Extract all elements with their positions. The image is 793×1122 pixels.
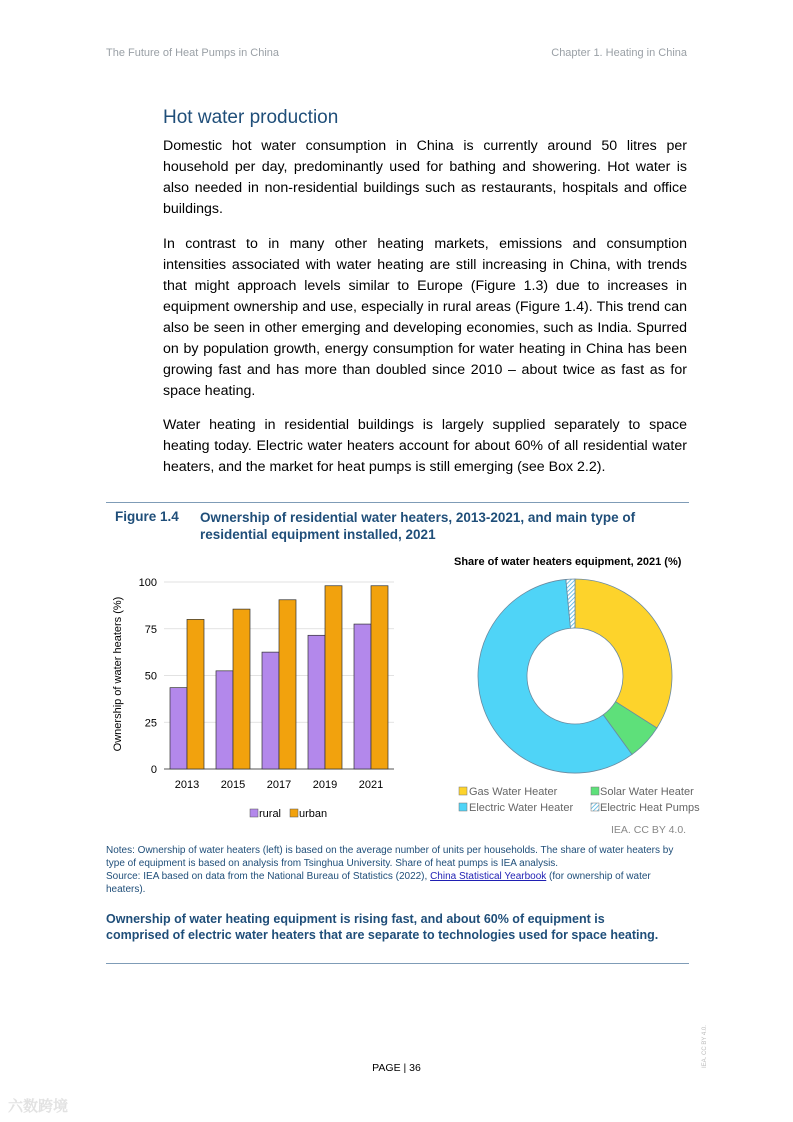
legend-label-electric: Electric Water Heater <box>469 802 574 814</box>
bar-urban-2013 <box>187 619 204 769</box>
figure-title: Ownership of residential water heaters, 2013-2021, and main type of residential equipment installed, 2021 <box>200 510 636 542</box>
legend-swatch-gas <box>459 787 467 795</box>
watermark: 六数跨境 <box>8 1098 69 1115</box>
y-tick-0: 0 <box>150 764 157 776</box>
page-number: PAGE | 36 <box>372 1062 421 1074</box>
x-tick-2021: 2021 <box>358 779 384 791</box>
x-tick-2017: 2017 <box>266 779 292 791</box>
header-left: The Future of Heat Pumps in China <box>106 47 280 59</box>
bar-urban-2019 <box>325 586 342 769</box>
bar-chart <box>104 566 404 828</box>
bar-chart-bars <box>170 586 388 769</box>
figure-source <box>106 871 686 896</box>
legend-label-rural: rural <box>259 808 282 820</box>
pie-legend <box>455 783 715 819</box>
bar-urban-2015 <box>233 609 250 769</box>
bar-legend <box>250 808 327 820</box>
figure-bottom-rule <box>106 963 689 964</box>
bar-rural-2021 <box>354 624 371 769</box>
source-prefix: Source: IEA based on data from the National Bureau of Statistics (2022), <box>106 871 431 882</box>
bar-rural-2019 <box>308 635 325 769</box>
source-link[interactable]: China Statistical Yearbook <box>430 871 547 882</box>
x-tick-2015: 2015 <box>220 779 246 791</box>
bar-chart-y-label: Ownership of water heaters (%) <box>112 596 124 752</box>
pie-chart-title: Share of water heaters equipment, 2021 (%) <box>454 556 682 568</box>
bar-chart-y-ticks <box>139 577 157 776</box>
page-number-value: 36 <box>409 1062 421 1074</box>
donut-chart <box>470 574 680 780</box>
bar-rural-2013 <box>170 688 187 769</box>
bar-rural-2015 <box>216 671 233 769</box>
legend-swatch-urban <box>290 809 298 817</box>
figure-top-rule <box>106 502 689 503</box>
y-tick-100: 100 <box>138 577 157 589</box>
legend-label-urban: urban <box>299 808 328 820</box>
y-tick-25: 25 <box>144 717 157 730</box>
legend-swatch-electric <box>459 803 467 811</box>
donut-slices <box>478 579 672 773</box>
bar-urban-2017 <box>279 600 296 769</box>
legend-swatch-rural <box>250 809 258 817</box>
y-tick-75: 75 <box>144 623 157 636</box>
bar-chart-x-ticks <box>175 779 383 791</box>
figure-number: Figure 1.4 <box>115 509 179 524</box>
slice-gas-water-heater <box>575 579 672 728</box>
bar-rural-2017 <box>262 652 279 769</box>
header-right: Chapter 1. Heating in China <box>551 47 687 59</box>
legend-label-gas: Gas Water Heater <box>469 786 558 798</box>
x-tick-2013: 2013 <box>174 779 200 791</box>
source-suffix: (for ownership of water heaters). <box>106 871 651 895</box>
side-license: IEA. CC BY 4.0. <box>702 1025 708 1068</box>
legend-swatch-heat-pumps <box>591 803 599 811</box>
figure-credit: IEA. CC BY 4.0. <box>611 824 687 836</box>
figure-notes: Notes: Ownership of water heaters (left) is based on the average number of units per households. The share of water heaters by type of equipment is based on analysis from Tsinghua University. Share of heat pumps is IEA analysis. <box>106 845 674 869</box>
y-tick-50: 50 <box>144 670 157 683</box>
page-label: PAGE <box>372 1062 401 1074</box>
legend-label-solar: Solar Water Heater <box>600 786 694 798</box>
x-tick-2019: 2019 <box>312 779 338 791</box>
legend-swatch-solar <box>591 787 599 795</box>
bar-urban-2021 <box>371 586 388 769</box>
paragraph-1: Domestic hot water consumption in China is currently around 50 litres per household per day, predominantly used for bathing and showering. Hot water is also needed in non-residential buildings such as restaurants, hospitals and office buildings. <box>163 138 687 217</box>
paragraph-2: In contrast to in many other heating markets, emissions and consumption intensities associated with water heating are still increasing in China, with trends that might approach levels similar to Europe (Figure 1.3) due to increases in equipment ownership and use, especially in rural areas (Figure 1.4). This trend can also be seen in other emerging and developing economies, such as India. Spurred on by population growth, energy consumption for water heating in China has been growing fast and has more than doubled since 2010 – about twice as fast as for space heating. <box>163 236 687 399</box>
section-title: Hot water production <box>163 107 339 128</box>
paragraph-3: Water heating in residential buildings is largely supplied separately to space heating today. Electric water heaters account for about 60% of all residential water heaters, and the market for heat pumps is still emerging (see Box 2.2). <box>163 417 687 475</box>
figure-summary: Ownership of water heating equipment is rising fast, and about 60% of equipment is comprised of electric water heaters that are separate to technologies used for space heating. <box>106 912 659 942</box>
legend-label-heat-pumps: Electric Heat Pumps <box>600 802 700 814</box>
